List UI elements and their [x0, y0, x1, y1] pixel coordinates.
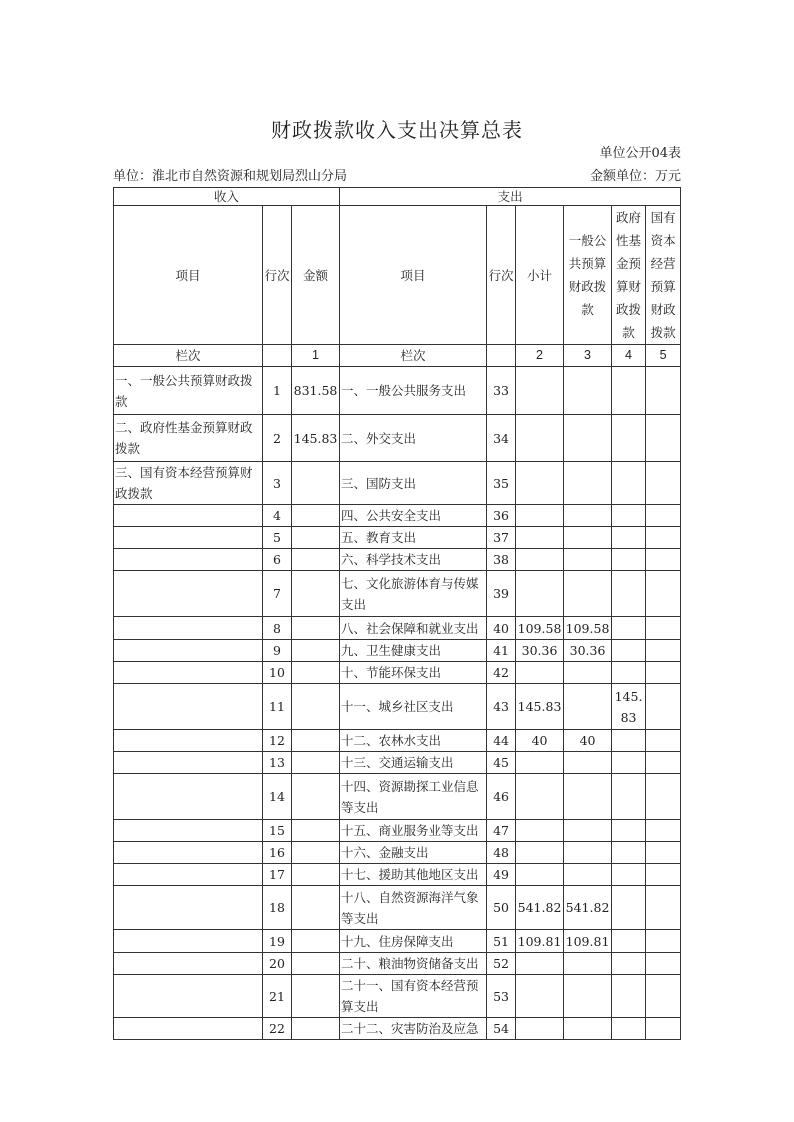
- table-row: [114, 975, 681, 1018]
- general-budget-value: 109.81: [564, 930, 612, 953]
- income-item: [114, 774, 263, 820]
- gov-fund-value: [612, 462, 646, 505]
- general-budget-value: [564, 662, 612, 684]
- subtotal-value: [516, 953, 564, 975]
- state-capital-value: [646, 640, 681, 662]
- income-amount: [292, 774, 340, 820]
- subtotal-value: [516, 820, 564, 842]
- income-amount: [292, 571, 340, 617]
- expense-item: 十三、交通运输支出: [340, 752, 487, 774]
- gov-fund-value: [612, 415, 646, 462]
- income-amount: [292, 640, 340, 662]
- state-capital-value: [646, 462, 681, 505]
- income-item: [114, 730, 263, 752]
- general-budget-value: 109.58: [564, 617, 612, 640]
- general-budget-value: [564, 549, 612, 571]
- gov-fund-value: [612, 527, 646, 549]
- gov-fund-value: [612, 752, 646, 774]
- state-capital-value: [646, 953, 681, 975]
- subtotal-value: 40: [516, 730, 564, 752]
- income-item: [114, 571, 263, 617]
- gov-fund-value: [612, 975, 646, 1018]
- subtotal-value: [516, 975, 564, 1018]
- income-line-no: 21: [263, 975, 292, 1018]
- income-item: [114, 684, 263, 730]
- income-line-no: 20: [263, 953, 292, 975]
- general-budget-value: [564, 527, 612, 549]
- col-index-4: 4: [612, 345, 646, 367]
- general-budget-value: 40: [564, 730, 612, 752]
- general-budget-value: 541.82: [564, 886, 612, 930]
- state-capital-value: [646, 549, 681, 571]
- income-line-no: 5: [263, 527, 292, 549]
- subtotal-value: 145.83: [516, 684, 564, 730]
- subtotal-value: 109.58: [516, 617, 564, 640]
- income-line-no: 6: [263, 549, 292, 571]
- table-row: [114, 549, 681, 571]
- empty-cell: [487, 345, 516, 367]
- income-item: [114, 505, 263, 527]
- col-income-amount: 金额: [292, 206, 340, 345]
- expense-item: 十四、资源勘探工业信息等支出: [340, 774, 487, 820]
- expense-line-no: 54: [487, 1018, 516, 1040]
- col-state-capital: 国有资本经营预算财政拨款: [646, 206, 681, 345]
- income-line-no: 13: [263, 752, 292, 774]
- income-line-no: 16: [263, 842, 292, 864]
- income-line-no: 12: [263, 730, 292, 752]
- table-row: [114, 527, 681, 549]
- expense-line-no: 36: [487, 505, 516, 527]
- subtotal-value: [516, 1018, 564, 1040]
- state-capital-value: [646, 842, 681, 864]
- table-row: [114, 1018, 681, 1040]
- gov-fund-value: [612, 953, 646, 975]
- state-capital-value: [646, 662, 681, 684]
- income-line-no: 4: [263, 505, 292, 527]
- income-amount: [292, 864, 340, 886]
- subtotal-value: 109.81: [516, 930, 564, 953]
- expense-item: 九、卫生健康支出: [340, 640, 487, 662]
- gov-fund-value: [612, 886, 646, 930]
- subtotal-value: [516, 527, 564, 549]
- table-row: [114, 820, 681, 842]
- income-amount: [292, 820, 340, 842]
- expense-item: 十、节能环保支出: [340, 662, 487, 684]
- income-amount: [292, 462, 340, 505]
- col-gov-fund: 政府性基金预算财政拨款: [612, 206, 646, 345]
- expense-item: 十一、城乡社区支出: [340, 684, 487, 730]
- expense-item: 五、教育支出: [340, 527, 487, 549]
- state-capital-value: [646, 886, 681, 930]
- income-item: [114, 549, 263, 571]
- state-capital-value: [646, 730, 681, 752]
- expense-line-no: 52: [487, 953, 516, 975]
- general-budget-value: [564, 684, 612, 730]
- income-amount: [292, 684, 340, 730]
- income-item: [114, 617, 263, 640]
- income-amount: [292, 975, 340, 1018]
- income-item: 一、一般公共预算财政拨款: [114, 367, 263, 415]
- income-item: [114, 640, 263, 662]
- expense-line-no: 51: [487, 930, 516, 953]
- expense-line-no: 40: [487, 617, 516, 640]
- income-amount: [292, 505, 340, 527]
- expense-line-no: 39: [487, 571, 516, 617]
- gov-fund-value: [612, 864, 646, 886]
- table-row: [114, 617, 681, 640]
- gov-fund-value: [612, 367, 646, 415]
- expense-item: 十五、商业服务业等支出: [340, 820, 487, 842]
- general-budget-value: [564, 953, 612, 975]
- gov-fund-value: [612, 549, 646, 571]
- expense-line-no: 37: [487, 527, 516, 549]
- table-row: [114, 842, 681, 864]
- col-index-label: 栏次: [114, 345, 263, 367]
- income-line-no: 19: [263, 930, 292, 953]
- state-capital-value: [646, 752, 681, 774]
- income-item: 三、国有资本经营预算财政拨款: [114, 462, 263, 505]
- state-capital-value: [646, 617, 681, 640]
- state-capital-value: [646, 975, 681, 1018]
- expense-line-no: 38: [487, 549, 516, 571]
- table-row: [114, 684, 681, 730]
- expense-item: 七、文化旅游体育与传媒支出: [340, 571, 487, 617]
- general-budget-value: [564, 505, 612, 527]
- income-amount: 831.58: [292, 367, 340, 415]
- summary-table: [113, 187, 681, 1040]
- income-item: 二、政府性基金预算财政拨款: [114, 415, 263, 462]
- table-row: [114, 953, 681, 975]
- gov-fund-value: [612, 774, 646, 820]
- income-item: [114, 886, 263, 930]
- income-item: [114, 975, 263, 1018]
- state-capital-value: [646, 571, 681, 617]
- expense-line-no: 44: [487, 730, 516, 752]
- state-capital-value: [646, 930, 681, 953]
- income-line-no: 11: [263, 684, 292, 730]
- gov-fund-value: [612, 617, 646, 640]
- state-capital-value: [646, 820, 681, 842]
- table-row: [114, 462, 681, 505]
- general-budget-value: [564, 571, 612, 617]
- table-row: [114, 774, 681, 820]
- page-title: 财政拨款收入支出决算总表: [271, 118, 523, 142]
- income-amount: [292, 730, 340, 752]
- col-index-2: 2: [516, 345, 564, 367]
- expense-item: 十六、金融支出: [340, 842, 487, 864]
- gov-fund-value: 145.83: [612, 684, 646, 730]
- expense-item: 二十一、国有资本经营预算支出: [340, 975, 487, 1018]
- table-row: [114, 571, 681, 617]
- state-capital-value: [646, 774, 681, 820]
- gov-fund-value: [612, 1018, 646, 1040]
- income-line-no: 14: [263, 774, 292, 820]
- gov-fund-value: [612, 730, 646, 752]
- expense-line-no: 50: [487, 886, 516, 930]
- expense-item: 十九、住房保障支出: [340, 930, 487, 953]
- table-row: [114, 886, 681, 930]
- table-row: [114, 505, 681, 527]
- general-budget-value: [564, 367, 612, 415]
- unit-name: 单位：淮北市自然资源和规划局烈山分局: [113, 169, 348, 184]
- col-general-budget: 一般公共预算财政拨款: [564, 206, 612, 345]
- table-row: [114, 662, 681, 684]
- gov-fund-value: [612, 505, 646, 527]
- income-amount: [292, 752, 340, 774]
- income-line-no: 1: [263, 367, 292, 415]
- income-item: [114, 953, 263, 975]
- general-budget-value: [564, 1018, 612, 1040]
- subtotal-value: [516, 415, 564, 462]
- income-amount: [292, 1018, 340, 1040]
- subtotal-value: [516, 752, 564, 774]
- expense-item: 二、外交支出: [340, 415, 487, 462]
- expense-line-no: 47: [487, 820, 516, 842]
- general-budget-value: [564, 842, 612, 864]
- general-budget-value: [564, 462, 612, 505]
- state-capital-value: [646, 864, 681, 886]
- income-line-no: 9: [263, 640, 292, 662]
- general-budget-value: [564, 820, 612, 842]
- expense-item: 二十二、灾害防治及应急: [340, 1018, 487, 1040]
- expense-item: 三、国防支出: [340, 462, 487, 505]
- state-capital-value: [646, 527, 681, 549]
- expense-line-no: 41: [487, 640, 516, 662]
- expense-item: 四、公共安全支出: [340, 505, 487, 527]
- income-item: [114, 842, 263, 864]
- expense-line-no: 34: [487, 415, 516, 462]
- income-item: [114, 1018, 263, 1040]
- gov-fund-value: [612, 640, 646, 662]
- expense-line-no: 46: [487, 774, 516, 820]
- subtotal-value: [516, 549, 564, 571]
- subtotal-value: 30.36: [516, 640, 564, 662]
- expense-item: 十二、农林水支出: [340, 730, 487, 752]
- subtotal-value: [516, 842, 564, 864]
- expense-item: 八、社会保障和就业支出: [340, 617, 487, 640]
- table-number: 单位公开04表: [599, 146, 681, 161]
- income-item: [114, 864, 263, 886]
- subtotal-value: [516, 571, 564, 617]
- subtotal-value: [516, 774, 564, 820]
- state-capital-value: [646, 505, 681, 527]
- table-row: [114, 730, 681, 752]
- subtotal-value: [516, 505, 564, 527]
- income-line-no: 3: [263, 462, 292, 505]
- gov-fund-value: [612, 930, 646, 953]
- table-row: [114, 864, 681, 886]
- col-index-label-exp: 栏次: [340, 345, 487, 367]
- general-budget-value: [564, 415, 612, 462]
- col-index-5: 5: [646, 345, 681, 367]
- income-line-no: 8: [263, 617, 292, 640]
- general-budget-value: [564, 864, 612, 886]
- general-budget-value: [564, 752, 612, 774]
- table-row: [114, 640, 681, 662]
- col-income-item: 项目: [114, 206, 263, 345]
- expense-header: 支出: [340, 188, 681, 206]
- income-line-no: 17: [263, 864, 292, 886]
- income-item: [114, 662, 263, 684]
- subtotal-value: [516, 662, 564, 684]
- income-item: [114, 752, 263, 774]
- income-item: [114, 930, 263, 953]
- general-budget-value: [564, 774, 612, 820]
- empty-cell: [263, 345, 292, 367]
- state-capital-value: [646, 684, 681, 730]
- income-amount: [292, 662, 340, 684]
- income-item: [114, 527, 263, 549]
- income-line-no: 10: [263, 662, 292, 684]
- col-expense-line-no: 行次: [487, 206, 516, 345]
- expense-line-no: 42: [487, 662, 516, 684]
- table-row: [114, 415, 681, 462]
- expense-line-no: 53: [487, 975, 516, 1018]
- income-amount: [292, 617, 340, 640]
- income-line-no: 15: [263, 820, 292, 842]
- col-index-1: 1: [292, 345, 340, 367]
- subtotal-value: [516, 462, 564, 505]
- amount-unit: 金额单位：万元: [589, 169, 681, 184]
- income-amount: 145.83: [292, 415, 340, 462]
- income-line-no: 18: [263, 886, 292, 930]
- expense-line-no: 49: [487, 864, 516, 886]
- gov-fund-value: [612, 571, 646, 617]
- income-amount: [292, 930, 340, 953]
- expense-line-no: 45: [487, 752, 516, 774]
- subtotal-value: [516, 864, 564, 886]
- expense-line-no: 43: [487, 684, 516, 730]
- income-line-no: 2: [263, 415, 292, 462]
- income-amount: [292, 549, 340, 571]
- general-budget-value: [564, 975, 612, 1018]
- expense-item: 十八、自然资源海洋气象等支出: [340, 886, 487, 930]
- gov-fund-value: [612, 842, 646, 864]
- state-capital-value: [646, 415, 681, 462]
- subtotal-value: 541.82: [516, 886, 564, 930]
- table-row: [114, 752, 681, 774]
- income-line-no: 7: [263, 571, 292, 617]
- table-row: [114, 930, 681, 953]
- col-income-line-no: 行次: [263, 206, 292, 345]
- expense-item: 二十、粮油物资储备支出: [340, 953, 487, 975]
- income-item: [114, 820, 263, 842]
- income-line-no: 22: [263, 1018, 292, 1040]
- income-amount: [292, 527, 340, 549]
- expense-item: 六、科学技术支出: [340, 549, 487, 571]
- col-index-3: 3: [564, 345, 612, 367]
- expense-item: 十七、援助其他地区支出: [340, 864, 487, 886]
- gov-fund-value: [612, 820, 646, 842]
- general-budget-value: 30.36: [564, 640, 612, 662]
- col-expense-item: 项目: [340, 206, 487, 345]
- subtotal-value: [516, 367, 564, 415]
- expense-line-no: 33: [487, 367, 516, 415]
- table-row: [114, 367, 681, 415]
- state-capital-value: [646, 1018, 681, 1040]
- income-amount: [292, 842, 340, 864]
- expense-line-no: 35: [487, 462, 516, 505]
- col-subtotal: 小计: [516, 206, 564, 345]
- income-amount: [292, 886, 340, 930]
- gov-fund-value: [612, 662, 646, 684]
- state-capital-value: [646, 367, 681, 415]
- expense-item: 一、一般公共服务支出: [340, 367, 487, 415]
- income-header: 收入: [114, 188, 340, 206]
- income-amount: [292, 953, 340, 975]
- expense-line-no: 48: [487, 842, 516, 864]
